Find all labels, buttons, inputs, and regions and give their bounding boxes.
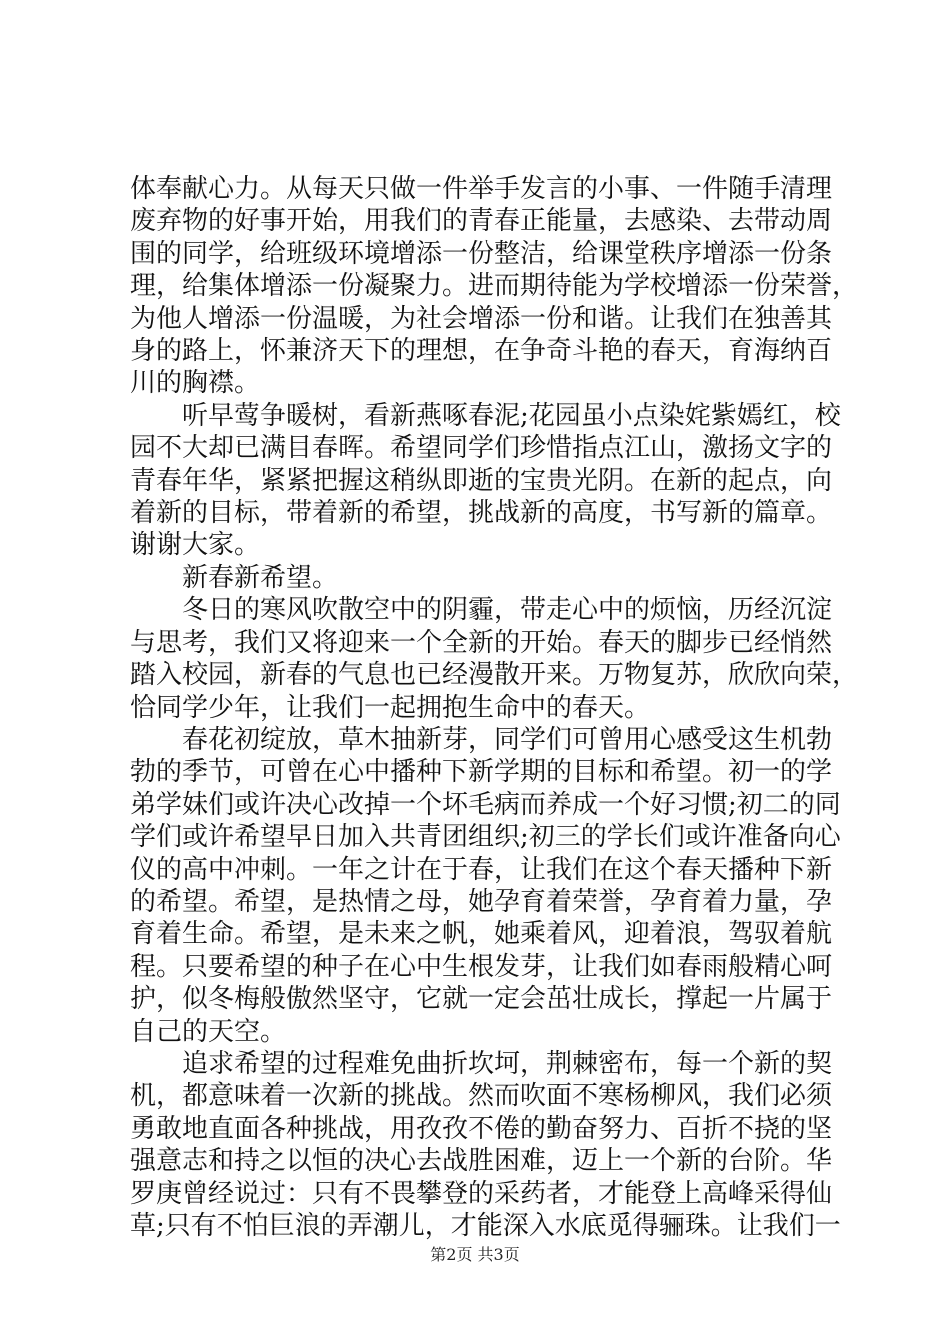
text-line: 体奉献心力。从每天只做一件举手发言的小事、一件随手清理 [130, 174, 833, 204]
text-line: 的希望。希望，是热情之母，她孕育着荣誉，孕育着力量，孕 [130, 886, 833, 917]
text-line: 冬日的寒风吹散空中的阴霾，带走心中的烦恼，历经沉淀 [182, 595, 833, 626]
text-line: 新春新希望。 [182, 562, 339, 593]
text-line: 恰同学少年，让我们一起拥抱生命中的春天。 [130, 692, 651, 723]
text-line: 身的路上，怀兼济天下的理想，在争奇斗艳的春天，育海纳百 [130, 336, 833, 367]
text-line: 仪的高中冲刺。一年之计在于春，让我们在这个春天播种下新 [130, 854, 833, 885]
text-line: 为他人增添一份温暖，为社会增添一份和谐。让我们在独善其 [130, 303, 833, 334]
text-line: 围的同学，给班级环境增添一份整洁，给课堂秩序增添一份条 [130, 238, 833, 269]
paragraph-spring-flowers [130, 724, 841, 1048]
text-line: 听早莺争暖树，看新燕啄春泥;花园虽小点染姹紫嫣红，校 [182, 400, 841, 431]
text-line: 学们或许希望早日加入共青团组织;初三的学长们或许准备向心 [130, 822, 841, 853]
text-line: 追求希望的过程难免曲折坎坷，荆棘密布，每一个新的契 [182, 1048, 833, 1079]
text-line: 川的胸襟。 [130, 368, 261, 399]
section-title [130, 562, 830, 594]
text-line: 园不大却已满目春晖。希望同学们珍惜指点江山，激扬文字的 [130, 433, 833, 464]
text-line: 育着生命。希望，是未来之帆，她乘着风，迎着浪，驾驭着航 [130, 919, 833, 950]
page-footer [0, 1245, 950, 1265]
paragraph-winter-wind [130, 594, 859, 724]
text-line: 着新的目标，带着新的希望，挑战新的高度，书写新的篇章。 [130, 498, 833, 529]
text-line: 谢谢大家。 [130, 530, 261, 561]
text-line: 勃的季节，可曾在心中播种下新学期的目标和希望。初一的学 [130, 757, 833, 788]
text-line: 自己的天空。 [130, 1016, 287, 1047]
text-line: 弟学妹们或许决心改掉一个坏毛病而养成一个好习惯;初二的同 [130, 789, 841, 820]
text-line: 理，给集体增添一份凝聚力。进而期待能为学校增添一份荣誉， [130, 271, 859, 302]
text-line: 与思考，我们又将迎来一个全新的开始。春天的脚步已经悄然 [130, 627, 833, 658]
paragraph-spring-campus [130, 400, 841, 562]
text-line: 护，似冬梅般傲然坚守，它就一定会茁壮成长，撑起一片属于 [130, 984, 833, 1015]
text-line: 草;只有不怕巨浪的弄潮儿，才能深入水底觅得骊珠。让我们一 [130, 1211, 841, 1241]
text-line: 废弃物的好事开始，用我们的青春正能量，去感染、去带动周 [130, 206, 833, 237]
text-line: 强意志和持之以恒的决心去战胜困难，迈上一个新的台阶。华 [130, 1146, 833, 1177]
text-line: 青春年华，紧紧把握这稍纵即逝的宝贵光阴。在新的起点，向 [130, 465, 833, 496]
text-line: 踏入校园，新春的气息也已经漫散开来。万物复苏，欣欣向荣， [130, 660, 859, 691]
paragraph-pursuit [130, 1048, 841, 1242]
text-line: 春花初绽放，草木抽新芽，同学们可曾用心感受这生机勃 [182, 724, 833, 755]
text-line: 程。只要希望的种子在心中生根发芽，让我们如春雨般精心呵 [130, 951, 833, 982]
document-body [130, 173, 859, 1242]
paragraph-dedication [130, 173, 859, 400]
text-line: 机，都意味着一次新的挑战。然而吹面不寒杨柳风，我们必须 [130, 1081, 833, 1112]
page-number: 第2页 共3页 [430, 1245, 520, 1264]
text-line: 罗庚曾经说过：只有不畏攀登的采药者，才能登上高峰采得仙 [130, 1178, 833, 1209]
text-line: 勇敢地直面各种挑战，用孜孜不倦的勤奋努力、百折不挠的坚 [130, 1113, 833, 1144]
